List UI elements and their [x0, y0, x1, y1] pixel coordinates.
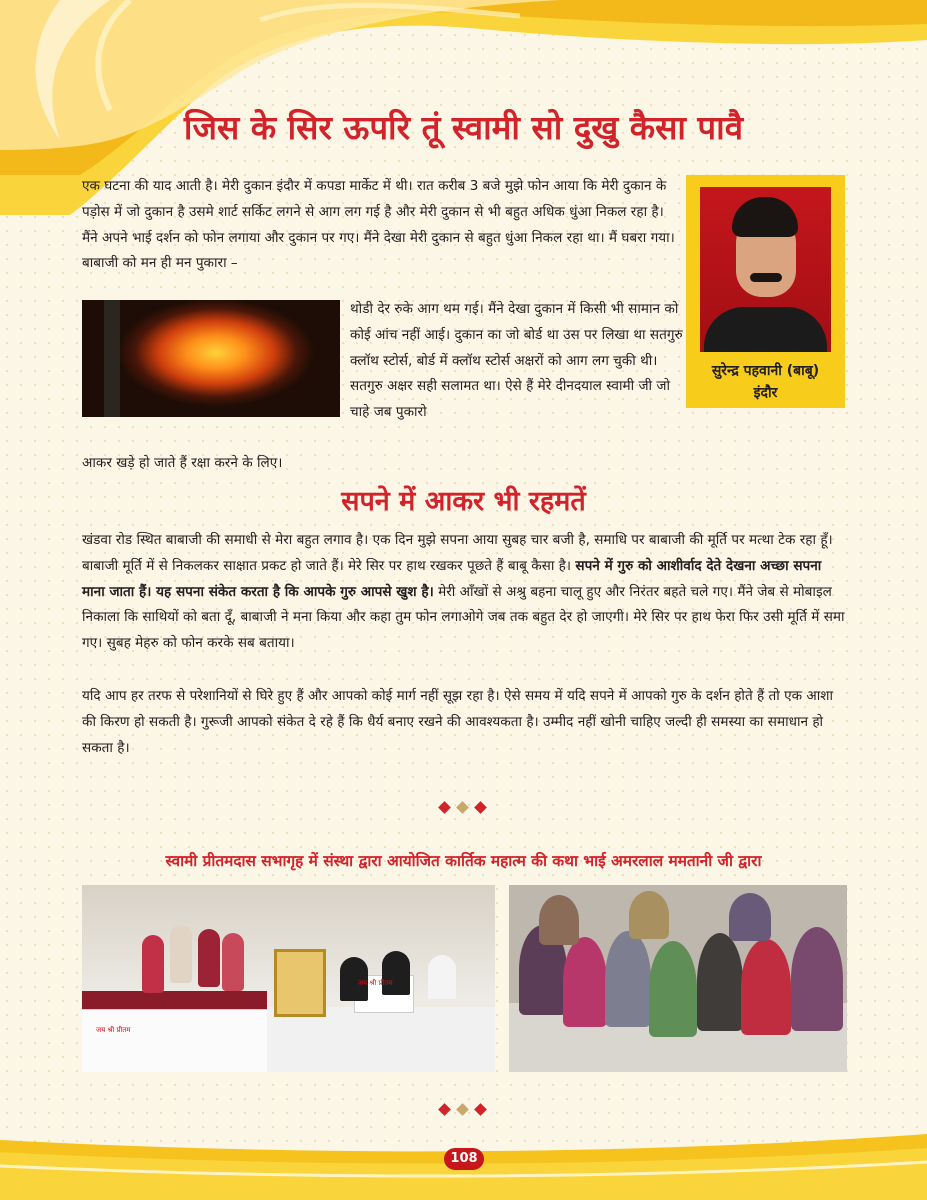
event-photo-stage: [82, 885, 495, 1072]
dream-text-bold: सपने में गुरु को आशीर्वाद देते देखना अच्छा सपना माना जाता हैं। यह सपना संकेत करता है कि आपके गुरु आपसे खुश है।: [82, 557, 822, 600]
story-paragraph-2-end: आकर खड़े हो जाते हैं रक्षा करने के लिए।: [82, 455, 283, 471]
fire-photo: [82, 300, 340, 417]
author-portrait: [700, 187, 831, 352]
diamond-divider-bottom: [434, 1103, 492, 1119]
event-photo-audience: [509, 885, 847, 1072]
story-paragraph-1: एक घटना की याद आती है। मेरी दुकान इंदौर में कपडा मार्केट में थी। रात करीब 3 बजे मुझे फोन आया कि मेरी दुकान के पड़ोस में जो दुकान है उसमे शार्ट सर्किट लगने से आग लग गई है और मेरी दुकान से भी बहुत अधिक धुंआ निकल रहा है। मैंने अपने भाई दर्शन को फोन लगाया और दुकान पर गए। मैंने देखा मेरी दुकान से बहुत धुंआ निकल रहा था। मैं घबरा गया। बाबाजी को मन ही मन पुकारा –: [82, 178, 675, 272]
page-number: 108: [444, 1148, 484, 1170]
author-name: सुरेन्द्र पहवानी (बाबू): [711, 363, 820, 379]
diamond-divider: [434, 801, 492, 817]
altar-sign: जय श्री प्रीतम: [96, 1026, 131, 1034]
event-caption: स्वामी प्रीतमदास सभागृह में संस्था द्वारा आयोजित कार्तिक महात्म की कथा भाई अमरलाल ममतानी जी द्वारा: [165, 852, 762, 870]
article-title: जिस के सिर ऊपरि तूं स्वामी सो दुखु कैसा पावै: [183, 108, 744, 147]
section-heading: सपने में आकर भी रहमतें: [341, 486, 586, 517]
author-city: इंदौर: [753, 385, 778, 401]
author-photo-box: [686, 175, 845, 408]
dream-paragraph-1: [82, 528, 846, 657]
dream-paragraph-2: यदि आप हर तरफ से परेशानियों से घिरे हुए हैं और आपको कोई मार्ग नहीं सूझ रहा है। ऐसे समय में यदि सपने में आपको गुरु के दर्शन होते हैं तो एक आशा की किरण हो सकती है। गुरूजी आपको संकेत दे रहे हैं कि धैर्य बनाए रखने की आवश्यकता है। उम्मीद नहीं खोनी चाहिए जल्दी ही समस्या का समाधान हो सकता है।: [82, 688, 834, 756]
dream-text-a: खंडवा रोड स्थित बाबाजी की समाधी से मेरा बहुत लगाव है। एक दिन मुझे सपना आया सुबह चार बजी है, समाधि पर बाबाजी की मूर्ति पर मत्था टेक रहा हूँ। बाबाजी मूर्ति में से निकलकर साक्षात प्रकट हो जाते हैं। मेरे सिर पर हाथ रखकर पूछते हैं बाबू कैसा है।: [82, 532, 833, 574]
dream-text-b: मेरी आँखों से अश्रु बहना चालू हुए और निरंतर बहते चले गए। मैंने जेब से मोबाइल निकाला कि साथियों को बता दूँ, बाबाजी ने मना किया और कहा तुम फोन लगाओगे जब तक बहुत देर हो जाएगी। मेरे सिर पर हाथ फेरा फिर उसी मूर्ति में समा गए। सुबह मेहरु को फोन करके सब बताया।: [82, 583, 845, 652]
box-sign: जय श्री प्रीतम: [358, 979, 393, 987]
story-paragraph-2: थोडी देर रुके आग थम गई। मैंने देखा दुकान में किसी भी सामान को कोई आंच नहीं आई। दुकान का जो बोर्ड था उस पर लिखा था सतगुरु क्लॉथ स्टोर्स, बोर्ड में क्लॉथ स्टोर्स अक्षरों को आग लग चुकी थी। सतगुरु अक्षर सही सलामत था। ऐसे हैं मेरे दीनदयाल स्वामी जी जो चाहे जब पुकारो: [350, 301, 683, 421]
